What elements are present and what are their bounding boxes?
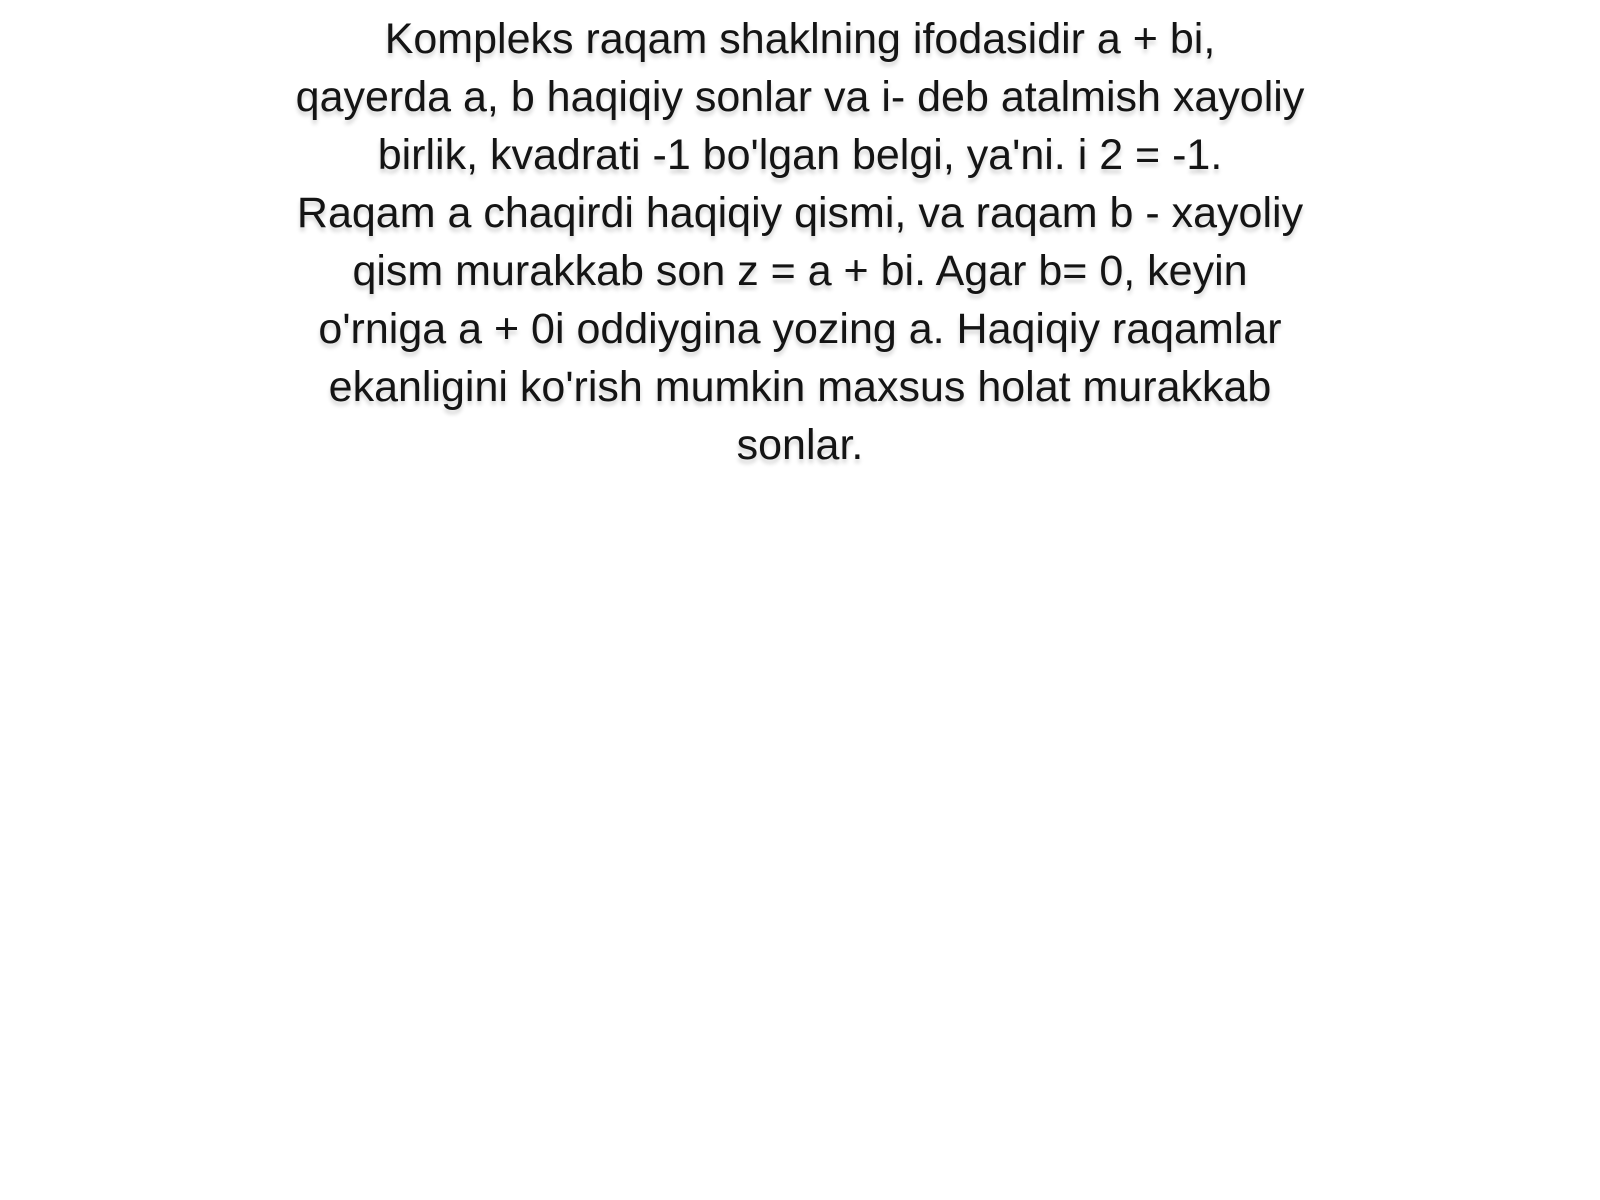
text-line: qism murakkab son z = a + bi. Agar b= 0, keyin — [352, 247, 1248, 295]
text-line: ekanligini ko'rish mumkin maxsus holat murakkab — [328, 363, 1272, 411]
text-line: o'rniga a + 0i oddiygina yozing a. Haqiqiy raqamlar — [318, 305, 1282, 353]
slide-body-text — [200, 10, 1400, 474]
text-line: qayerda a, b haqiqiy sonlar va i- deb atalmish xayoliy — [295, 73, 1305, 121]
text-line: Kompleks raqam shaklning ifodasidir a + bi, — [384, 15, 1216, 63]
text-line: sonlar. — [736, 421, 864, 469]
text-line: Raqam a chaqirdi haqiqiy qismi, va raqam b - xayoliy — [296, 189, 1304, 237]
text-line: birlik, kvadrati -1 bo'lgan belgi, ya'ni. i 2 = -1. — [377, 131, 1223, 179]
